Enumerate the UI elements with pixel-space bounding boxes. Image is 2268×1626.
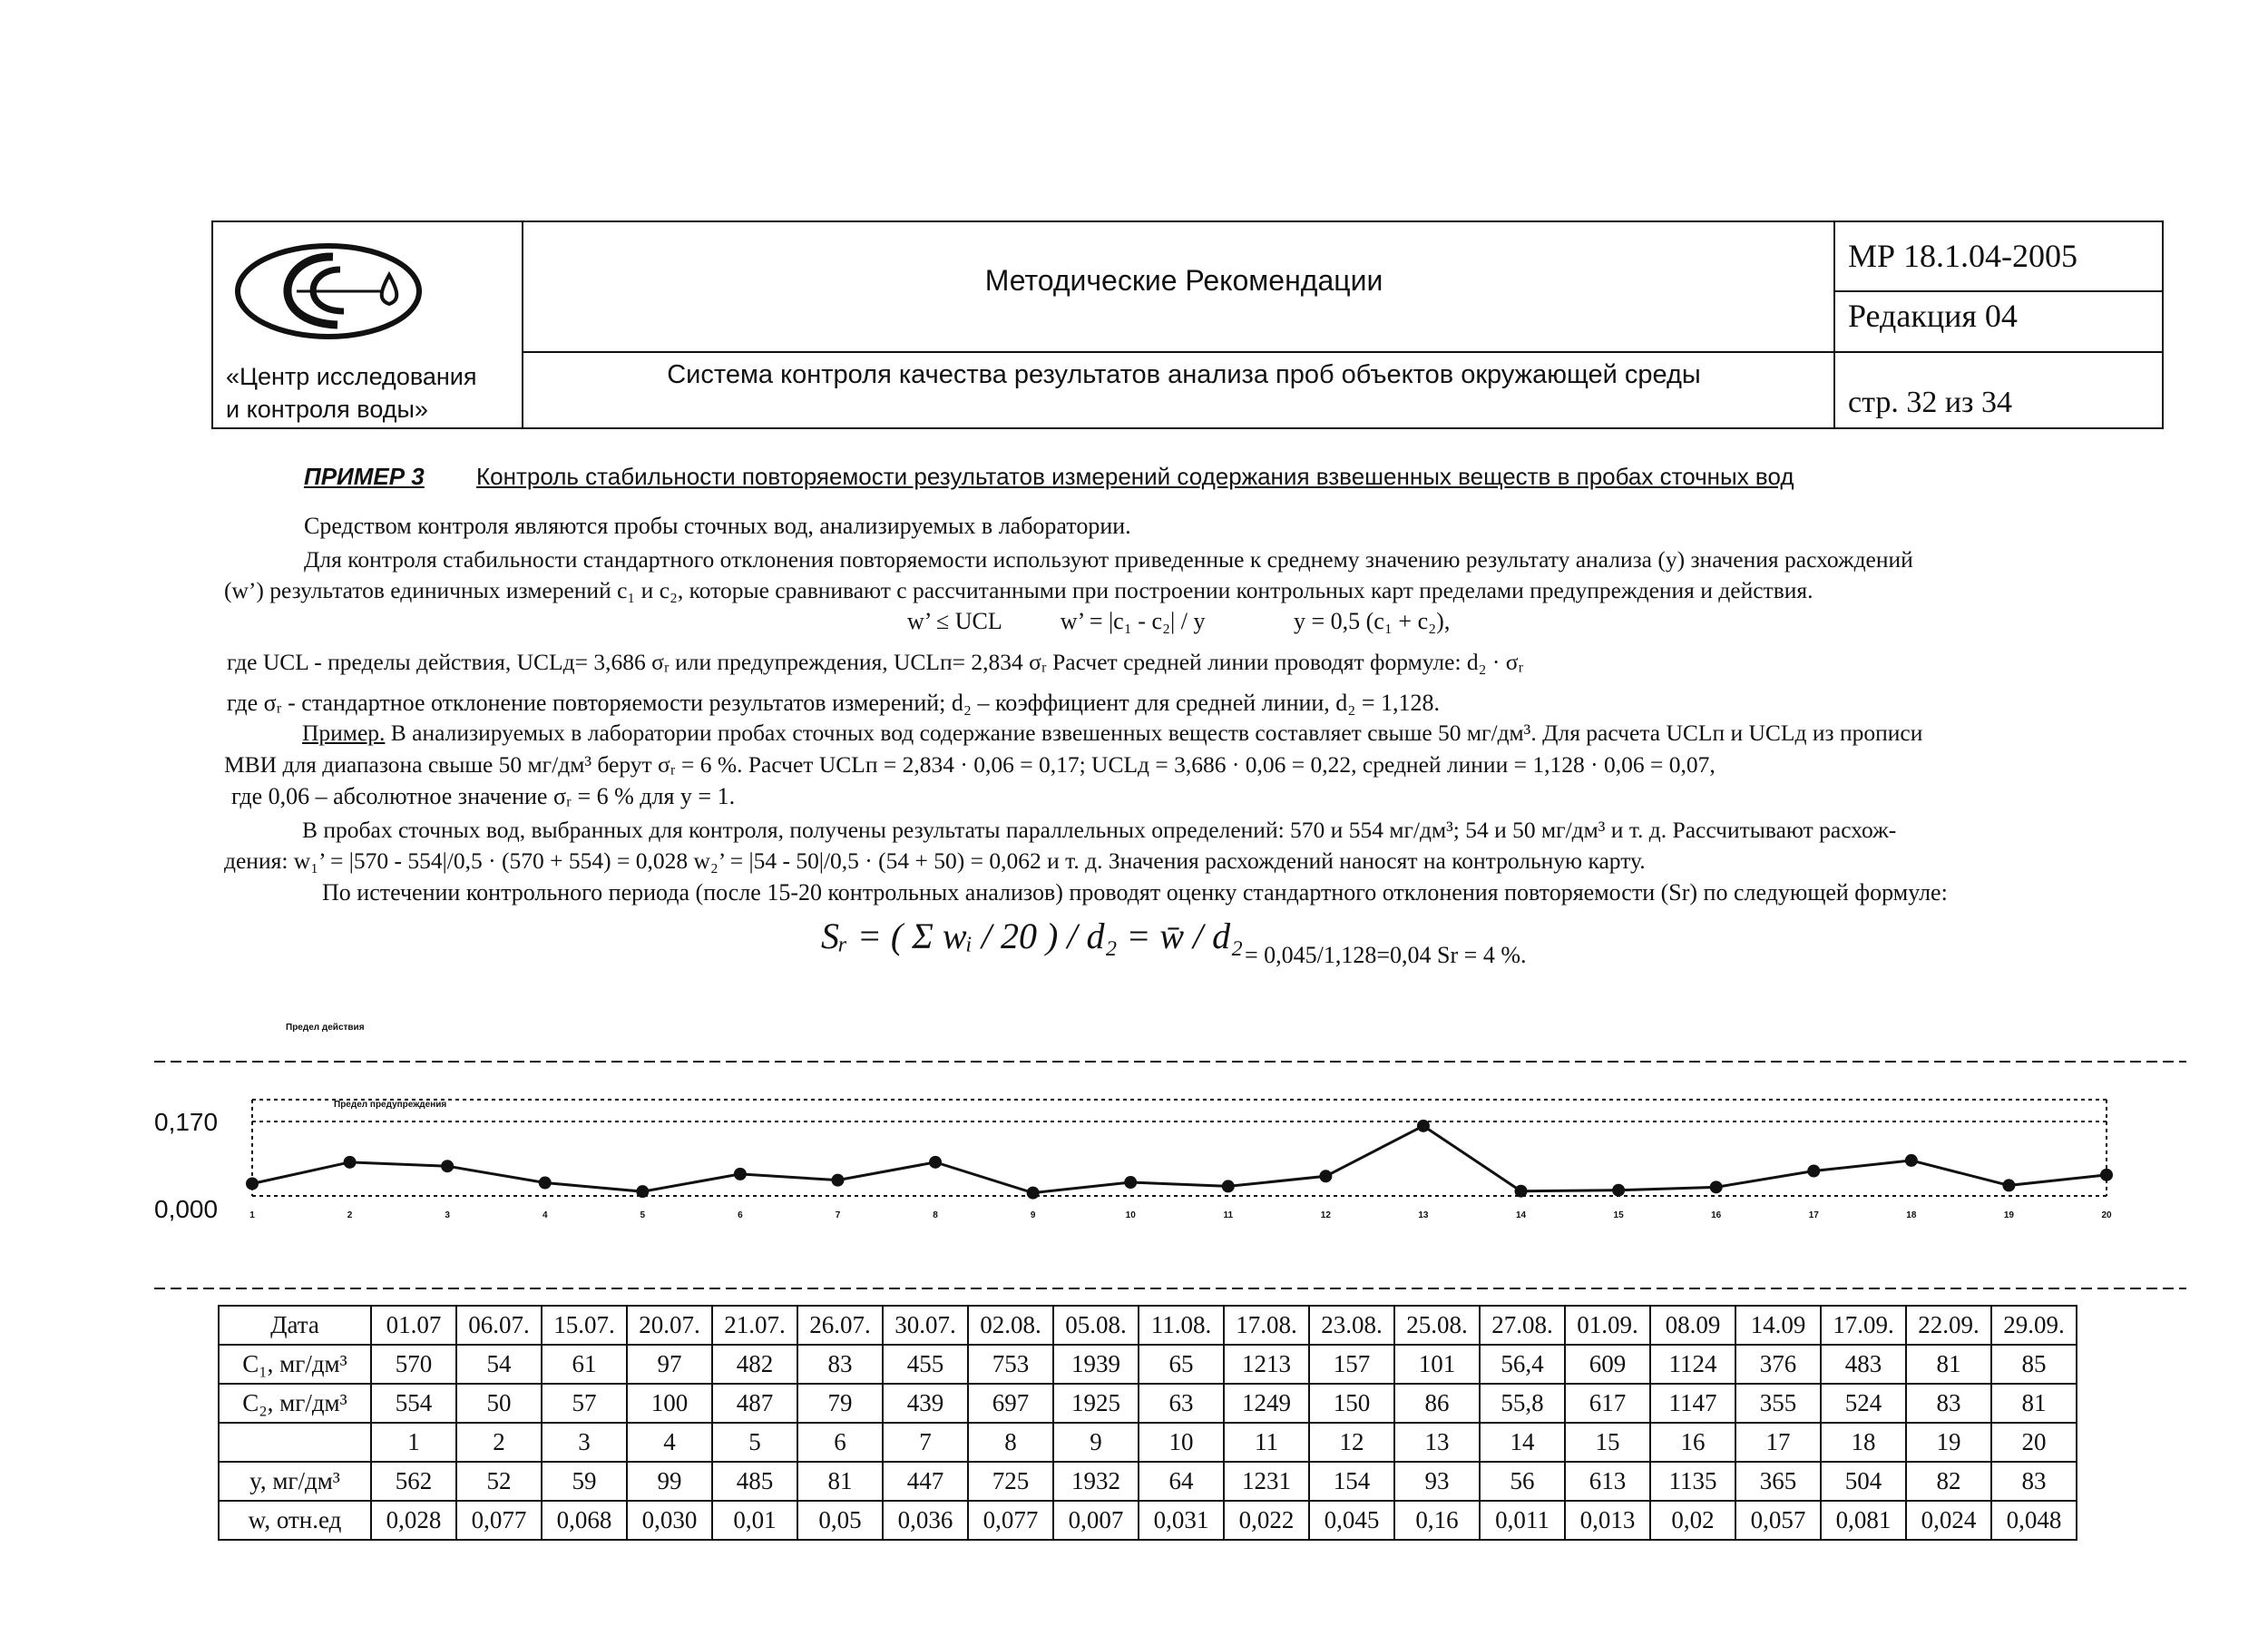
document-code: МР 18.1.04-2005 xyxy=(1848,238,2078,274)
data-point xyxy=(1027,1187,1040,1200)
y-tick-label: 0,000 xyxy=(154,1195,219,1223)
table-cell: 08.09 xyxy=(1650,1306,1735,1345)
data-point xyxy=(1222,1180,1235,1192)
table-cell: 9 xyxy=(1053,1423,1139,1462)
table-cell: 0,031 xyxy=(1139,1501,1224,1540)
x-tick-label: 7 xyxy=(835,1210,841,1220)
data-point xyxy=(539,1177,552,1190)
header-divider xyxy=(522,351,2162,353)
table-cell: 0,068 xyxy=(542,1501,627,1540)
table-cell: 65 xyxy=(1139,1345,1224,1384)
table-cell: 81 xyxy=(1991,1384,2077,1423)
table-cell: 562 xyxy=(371,1462,456,1501)
table-cell: 0,022 xyxy=(1224,1501,1309,1540)
formula-line: w’ ≤ UCL w’ = |c₁ - c₂| / y y = 0,5 (c₁ + c₂), xyxy=(907,608,1451,634)
table-cell: 83 xyxy=(797,1345,883,1384)
table-cell: 4 xyxy=(627,1423,712,1462)
data-point xyxy=(1710,1180,1723,1193)
data-point xyxy=(636,1185,649,1198)
example-word: Пример. xyxy=(302,720,386,746)
table-cell: 99 xyxy=(627,1462,712,1501)
table-row xyxy=(219,1462,2077,1501)
table-cell: 3 xyxy=(542,1423,627,1462)
table-cell: 14.09 xyxy=(1735,1306,1821,1345)
table-cell: 29.09. xyxy=(1991,1306,2077,1345)
control-chart xyxy=(154,1007,2223,1307)
table-cell: 1 xyxy=(371,1423,456,1462)
row-header: Дата xyxy=(219,1306,371,1345)
table-cell: 19 xyxy=(1906,1423,1991,1462)
document-header xyxy=(211,220,2164,429)
data-point xyxy=(2100,1169,2113,1181)
paragraph: (w’) результатов единичных измерений c₁ и c₂, которые сравнивают с рассчитанными при построении контрольных карт пределами предупреждения и действия. xyxy=(224,577,1813,603)
x-tick-label: 16 xyxy=(1711,1210,1722,1220)
data-point xyxy=(1905,1154,1918,1167)
data-point xyxy=(734,1168,747,1180)
table-cell: 50 xyxy=(456,1384,542,1423)
table-cell: 15 xyxy=(1565,1423,1650,1462)
x-tick-label: 17 xyxy=(1808,1210,1819,1220)
x-tick-label: 18 xyxy=(1906,1210,1917,1220)
table-cell: 1135 xyxy=(1650,1462,1735,1501)
row-header: C₂, мг/дм³ xyxy=(219,1384,371,1423)
table-cell: 15.07. xyxy=(542,1306,627,1345)
table-cell: 6 xyxy=(797,1423,883,1462)
table-cell: 12 xyxy=(1309,1423,1394,1462)
organization-name-line: и контроля воды» xyxy=(226,396,428,423)
table-cell: 0,007 xyxy=(1053,1501,1139,1540)
table-cell: 0,030 xyxy=(627,1501,712,1540)
table-cell: 17.08. xyxy=(1224,1306,1309,1345)
table-cell: 01.07 xyxy=(371,1306,456,1345)
data-point xyxy=(1417,1120,1430,1132)
table-cell: 97 xyxy=(627,1345,712,1384)
table-cell: 26.07. xyxy=(797,1306,883,1345)
header-divider xyxy=(1833,222,1835,427)
x-tick-label: 5 xyxy=(640,1210,646,1220)
page-number: стр. 32 из 34 xyxy=(1848,386,2012,419)
table-cell: 59 xyxy=(542,1462,627,1501)
table-cell: 570 xyxy=(371,1345,456,1384)
table-cell: 753 xyxy=(968,1345,1053,1384)
paragraph: МВИ для диапазона свыше 50 мг/дм³ берут σᵣ = 6 %. Расчет UCLп = 2,834 · 0,06 = 0,17; UCLд = 3,686 · 0,06 = 0,22, средней линии = 1,128 · 0,06 = 0,07, xyxy=(224,751,1716,778)
table-cell: 0,024 xyxy=(1906,1501,1991,1540)
table-cell: 0,028 xyxy=(371,1501,456,1540)
table-cell: 1213 xyxy=(1224,1345,1309,1384)
definition-line: где UCL - пределы действия, UCLд= 3,686 σᵣ или предупреждения, UCLп= 2,834 σᵣ Расчет средней линии проводят формуле: d₂ · σᵣ xyxy=(227,649,1524,675)
data-point xyxy=(441,1160,454,1172)
table-cell: 1124 xyxy=(1650,1345,1735,1384)
table-cell: 0,036 xyxy=(883,1501,968,1540)
table-cell: 697 xyxy=(968,1384,1053,1423)
table-cell: 0,013 xyxy=(1565,1501,1650,1540)
data-point xyxy=(344,1156,357,1169)
table-cell: 30.07. xyxy=(883,1306,968,1345)
data-point xyxy=(1124,1176,1137,1189)
table-cell: 21.07. xyxy=(712,1306,797,1345)
table-cell: 1231 xyxy=(1224,1462,1309,1501)
table-cell: 150 xyxy=(1309,1384,1394,1423)
table-cell: 365 xyxy=(1735,1462,1821,1501)
table-cell: 22.09. xyxy=(1906,1306,1991,1345)
paragraph: где 0,06 – абсолютное значение σᵣ = 6 % для y = 1. xyxy=(231,783,736,809)
document-type-title: Методические Рекомендации xyxy=(984,264,1383,297)
table-cell: 64 xyxy=(1139,1462,1224,1501)
data-point xyxy=(1515,1185,1528,1198)
table-cell: 02.08. xyxy=(968,1306,1053,1345)
table-cell: 61 xyxy=(542,1345,627,1384)
x-tick-label: 19 xyxy=(2003,1210,2014,1220)
table-cell: 55,8 xyxy=(1480,1384,1565,1423)
x-tick-label: 3 xyxy=(445,1210,450,1220)
table-cell: 609 xyxy=(1565,1345,1650,1384)
paragraph: Средством контроля являются пробы сточных вод, анализируемых в лаборатории. xyxy=(304,513,1131,539)
x-tick-label: 20 xyxy=(2101,1210,2112,1220)
table-cell: 5 xyxy=(712,1423,797,1462)
paragraph: Для контроля стабильности стандартного отклонения повторяемости используют приведенные к среднему значению результату анализа (у) значения расхождений xyxy=(304,546,1913,573)
table-cell: 17 xyxy=(1735,1423,1821,1462)
data-point xyxy=(246,1177,259,1190)
table-cell: 14 xyxy=(1480,1423,1565,1462)
table-cell: 18 xyxy=(1821,1423,1906,1462)
x-tick-label: 4 xyxy=(542,1210,548,1220)
x-tick-label: 12 xyxy=(1320,1210,1331,1220)
table-cell: 101 xyxy=(1394,1345,1480,1384)
table-cell: 13 xyxy=(1394,1423,1480,1462)
table-cell: 06.07. xyxy=(456,1306,542,1345)
row-header: C₁, мг/дм³ xyxy=(219,1345,371,1384)
table-row xyxy=(219,1306,2077,1345)
table-cell: 355 xyxy=(1735,1384,1821,1423)
table-cell: 56,4 xyxy=(1480,1345,1565,1384)
data-point xyxy=(929,1156,942,1169)
table-cell: 0,077 xyxy=(456,1501,542,1540)
table-cell: 485 xyxy=(712,1462,797,1501)
data-point xyxy=(1612,1184,1625,1197)
table-cell: 0,16 xyxy=(1394,1501,1480,1540)
example-label: ПРИМЕР 3 xyxy=(304,463,425,490)
measurements-table xyxy=(218,1305,2077,1541)
table-cell: 157 xyxy=(1309,1345,1394,1384)
table-cell: 100 xyxy=(627,1384,712,1423)
table-row xyxy=(219,1384,2077,1423)
y-tick-label: 0,170 xyxy=(154,1108,219,1136)
table-cell: 725 xyxy=(968,1462,1053,1501)
table-cell: 0,045 xyxy=(1309,1501,1394,1540)
x-tick-label: 13 xyxy=(1418,1210,1429,1220)
table-cell: 613 xyxy=(1565,1462,1650,1501)
table-cell: 85 xyxy=(1991,1345,2077,1384)
table-cell: 554 xyxy=(371,1384,456,1423)
data-point xyxy=(831,1174,844,1187)
table-cell: 0,077 xyxy=(968,1501,1053,1540)
row-header: w, отн.ед xyxy=(219,1501,371,1540)
table-cell: 2 xyxy=(456,1423,542,1462)
table-cell: 7 xyxy=(883,1423,968,1462)
table-row xyxy=(219,1423,2077,1462)
row-header: y, мг/дм³ xyxy=(219,1462,371,1501)
table-cell: 0,081 xyxy=(1821,1501,1906,1540)
paragraph xyxy=(302,718,1922,749)
edition-label: Редакция 04 xyxy=(1848,298,2018,334)
table-cell: 63 xyxy=(1139,1384,1224,1423)
organization-name-line: «Центр исследования xyxy=(226,363,477,390)
sr-formula: Sᵣ = ( Σ wᵢ / 20 ) / d₂ = w̄ / d₂ xyxy=(821,916,1244,956)
table-cell: 16 xyxy=(1650,1423,1735,1462)
table-cell: 20.07. xyxy=(627,1306,712,1345)
table-cell: 25.08. xyxy=(1394,1306,1480,1345)
table-cell: 86 xyxy=(1394,1384,1480,1423)
example-title: Контроль стабильности повторяемости результатов измерений содержания взвешенных веществ в пробах сточных вод xyxy=(476,463,1794,490)
table-cell: 0,048 xyxy=(1991,1501,2077,1540)
x-tick-label: 2 xyxy=(347,1210,353,1220)
control-chart-svg xyxy=(154,1007,2223,1307)
x-tick-label: 10 xyxy=(1125,1210,1136,1220)
paragraph-text: В анализируемых в лаборатории пробах сточных вод содержание взвешенных веществ составляет свыше 50 мг/дм³. Для расчета UCLп и UCLд из прописи xyxy=(385,720,1923,746)
table-cell: 54 xyxy=(456,1345,542,1384)
paragraph: В пробах сточных вод, выбранных для контроля, получены результаты параллельных определений: 570 и 554 мг/дм³; 54 и 50 мг/дм³ и т. д. Рассчитывают расхож- xyxy=(302,817,1897,843)
table-cell: 0,05 xyxy=(797,1501,883,1540)
x-tick-label: 8 xyxy=(933,1210,938,1220)
table-cell: 455 xyxy=(883,1345,968,1384)
table-cell: 83 xyxy=(1906,1384,1991,1423)
x-tick-label: 15 xyxy=(1613,1210,1624,1220)
data-point xyxy=(1319,1170,1332,1182)
x-tick-label: 1 xyxy=(249,1210,255,1220)
table-cell: 154 xyxy=(1309,1462,1394,1501)
table-cell: 83 xyxy=(1991,1462,2077,1501)
paragraph: дения: w₁’ = |570 - 554|/0,5 · (570 + 554) = 0,028 w₂’ = |54 - 50|/0,5 · (54 + 50) = 0,062 и т. д. Значения расхождений наносят на контрольную карту. xyxy=(224,847,1646,874)
table-row xyxy=(219,1501,2077,1540)
table-cell: 1939 xyxy=(1053,1345,1139,1384)
table-cell: 1932 xyxy=(1053,1462,1139,1501)
table-cell: 10 xyxy=(1139,1423,1224,1462)
table-cell: 20 xyxy=(1991,1423,2077,1462)
table-cell: 376 xyxy=(1735,1345,1821,1384)
document-subtitle: Система контроля качества результатов анализа проб объектов окружающей среды xyxy=(667,360,1701,389)
table-cell: 52 xyxy=(456,1462,542,1501)
table-cell: 1249 xyxy=(1224,1384,1309,1423)
header-divider xyxy=(1833,290,2162,292)
table-cell: 56 xyxy=(1480,1462,1565,1501)
action-limit-label: Предел действия xyxy=(286,1023,365,1033)
table-cell: 05.08. xyxy=(1053,1306,1139,1345)
table-cell: 82 xyxy=(1906,1462,1991,1501)
table-cell: 0,011 xyxy=(1480,1501,1565,1540)
table-cell: 11 xyxy=(1224,1423,1309,1462)
table-cell: 447 xyxy=(883,1462,968,1501)
table-cell: 57 xyxy=(542,1384,627,1423)
organization-logo xyxy=(233,239,433,348)
table-cell: 01.09. xyxy=(1565,1306,1650,1345)
table-cell: 81 xyxy=(797,1462,883,1501)
row-header xyxy=(219,1423,371,1462)
paragraph: По истечении контрольного периода (после 15-20 контрольных анализов) проводят оценку стандартного отклонения повторяемости (Sr) по следующей формуле: xyxy=(322,879,1948,906)
table-cell: 1147 xyxy=(1650,1384,1735,1423)
table-row xyxy=(219,1345,2077,1384)
x-tick-label: 14 xyxy=(1515,1210,1527,1220)
table-cell: 93 xyxy=(1394,1462,1480,1501)
data-point xyxy=(2002,1179,2015,1191)
x-tick-label: 9 xyxy=(1030,1210,1036,1220)
table-cell: 487 xyxy=(712,1384,797,1423)
table-cell: 483 xyxy=(1821,1345,1906,1384)
table-cell: 8 xyxy=(968,1423,1053,1462)
sr-formula-result: = 0,045/1,128=0,04 Sr = 4 %. xyxy=(1245,942,1527,968)
table-cell: 504 xyxy=(1821,1462,1906,1501)
table-cell: 11.08. xyxy=(1139,1306,1224,1345)
warning-limit-label: Предел предупреждения xyxy=(334,1100,447,1110)
organization-name xyxy=(226,360,525,426)
definition-line: где σᵣ - стандартное отклонение повторяемости результатов измерений; d₂ – коэффициент для средней линии, d₂ = 1,128. xyxy=(227,690,1441,716)
table-cell: 81 xyxy=(1906,1345,1991,1384)
table-cell: 0,01 xyxy=(712,1501,797,1540)
table-cell: 617 xyxy=(1565,1384,1650,1423)
table-cell: 23.08. xyxy=(1309,1306,1394,1345)
table-cell: 17.09. xyxy=(1821,1306,1906,1345)
table-cell: 482 xyxy=(712,1345,797,1384)
table-cell: 524 xyxy=(1821,1384,1906,1423)
x-tick-label: 11 xyxy=(1223,1210,1234,1220)
table-cell: 439 xyxy=(883,1384,968,1423)
data-point xyxy=(1807,1165,1820,1178)
table-cell: 1925 xyxy=(1053,1384,1139,1423)
table-cell: 0,057 xyxy=(1735,1501,1821,1540)
table-cell: 27.08. xyxy=(1480,1306,1565,1345)
series-line xyxy=(252,1126,2107,1193)
x-tick-label: 6 xyxy=(738,1210,743,1220)
table-cell: 0,02 xyxy=(1650,1501,1735,1540)
table-cell: 79 xyxy=(797,1384,883,1423)
